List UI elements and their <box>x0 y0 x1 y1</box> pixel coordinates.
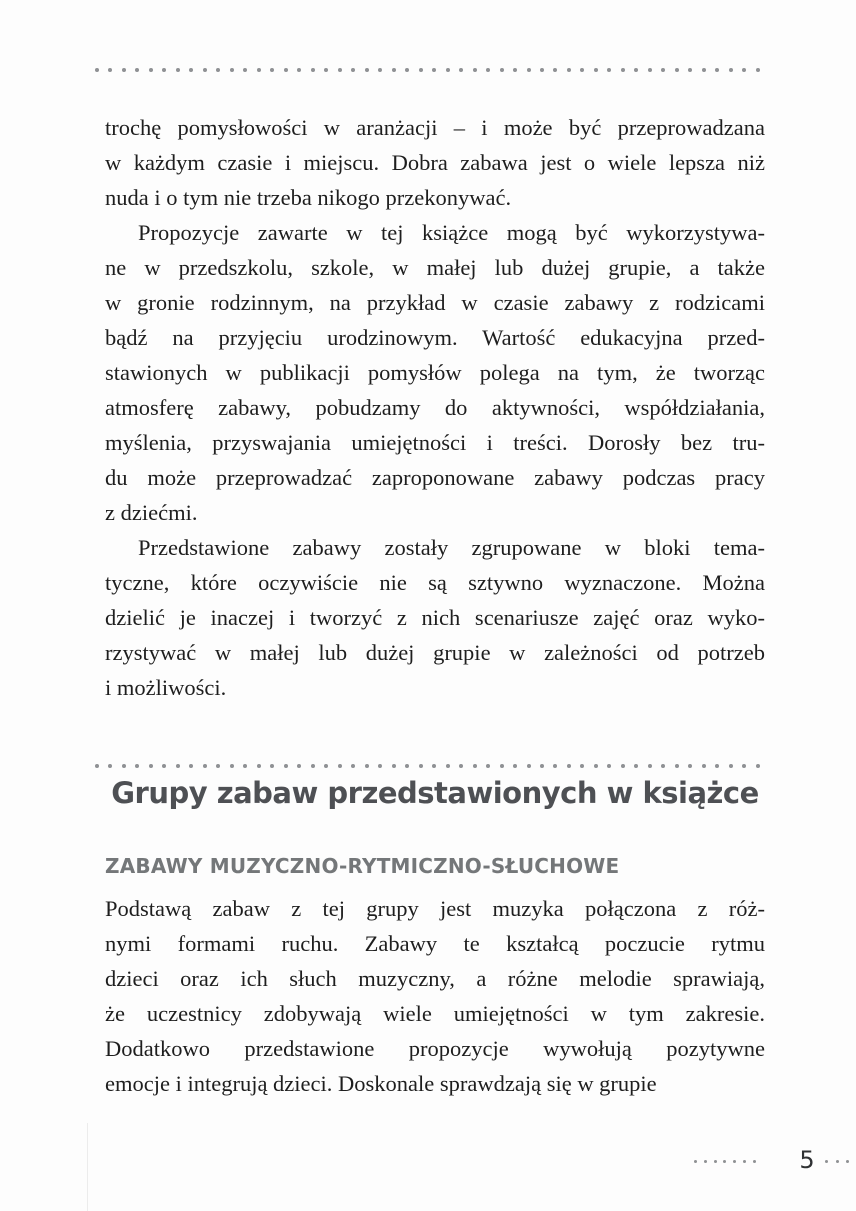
section-dotted-divider <box>95 764 760 768</box>
dot-icon <box>284 68 288 72</box>
text-line: w gronie rodzinnym, na przykład w czasie zabawy z rodzicami <box>105 290 765 315</box>
dot-icon <box>675 68 679 72</box>
dot-icon <box>527 764 531 768</box>
text-line: emocje i integrują dzieci. Doskonale sprawdzają się w grupie <box>105 1071 657 1096</box>
dot-icon <box>729 68 733 72</box>
dot-icon <box>500 68 504 72</box>
dot-icon <box>688 68 692 72</box>
dot-icon <box>203 68 207 72</box>
dot-icon <box>176 68 180 72</box>
dot-icon <box>729 764 733 768</box>
dot-icon <box>378 68 382 72</box>
dot-icon <box>351 764 355 768</box>
dot-icon <box>149 764 153 768</box>
dot-icon <box>836 1160 839 1163</box>
dot-icon <box>230 68 234 72</box>
dot-icon <box>419 764 423 768</box>
text-line: Podstawą zabaw z tej grupy jest muzyka połączona z róż- <box>105 896 765 921</box>
dot-icon <box>432 764 436 768</box>
intro-text <box>105 110 765 705</box>
dot-icon <box>473 764 477 768</box>
dot-icon <box>580 68 584 72</box>
top-dotted-divider <box>95 68 760 72</box>
dot-icon <box>486 764 490 768</box>
text-line: du może przeprowadzać zaproponowane zabawy podczas pracy <box>105 465 765 490</box>
section-text <box>105 891 765 1101</box>
dot-icon <box>419 68 423 72</box>
scan-edge-artifact <box>87 1123 88 1211</box>
dot-icon <box>621 764 625 768</box>
dot-icon <box>607 764 611 768</box>
text-line: z dziećmi. <box>105 500 198 525</box>
dot-icon <box>486 68 490 72</box>
text-line: Propozycje zawarte w tej książce mogą być wykorzystywa- <box>138 220 765 245</box>
dot-icon <box>365 764 369 768</box>
dot-icon <box>284 764 288 768</box>
dot-icon <box>567 68 571 72</box>
text-line: w każdym czasie i miejscu. Dobra zabawa jest o wiele lepsza niż <box>105 150 765 175</box>
dot-icon <box>243 764 247 768</box>
dot-icon <box>634 68 638 72</box>
text-line: atmosferę zabawy, pobudzamy do aktywności, współdziałania, <box>105 395 765 420</box>
dot-icon <box>149 68 153 72</box>
text-line: Przedstawione zabawy zostały zgrupowane w bloki tema- <box>138 535 765 560</box>
text-line: Dodatkowo przedstawione propozycje wywołują pozytywne <box>105 1036 765 1061</box>
dot-icon <box>446 68 450 72</box>
dot-icon <box>715 68 719 72</box>
dot-icon <box>553 764 557 768</box>
dot-icon <box>122 764 126 768</box>
dot-icon <box>715 764 719 768</box>
dot-icon <box>694 1160 697 1163</box>
text-line: ne w przedszkolu, szkole, w małej lub dużej grupie, a także <box>105 255 765 280</box>
dot-icon <box>742 68 746 72</box>
dot-icon <box>243 68 247 72</box>
dot-icon <box>702 68 706 72</box>
dot-icon <box>95 764 99 768</box>
dot-icon <box>446 764 450 768</box>
dot-icon <box>270 68 274 72</box>
dot-icon <box>527 68 531 72</box>
dot-icon <box>189 68 193 72</box>
dot-icon <box>338 764 342 768</box>
dot-icon <box>108 764 112 768</box>
dot-icon <box>675 764 679 768</box>
dot-icon <box>324 764 328 768</box>
dot-icon <box>459 68 463 72</box>
dot-icon <box>216 764 220 768</box>
dot-icon <box>432 68 436 72</box>
dot-icon <box>392 68 396 72</box>
dot-icon <box>459 764 463 768</box>
dot-icon <box>297 68 301 72</box>
dot-icon <box>648 764 652 768</box>
dot-icon <box>688 764 692 768</box>
section-subheading: ZABAWY MUZYCZNO-RYTMICZNO-SŁUCHOWE <box>105 854 620 878</box>
page-number: 5 <box>799 1146 815 1174</box>
text-line: trochę pomysłowości w aranżacji – i może być przeprowadzana <box>105 115 765 140</box>
dot-icon <box>661 68 665 72</box>
footer-dots-left <box>694 1160 756 1163</box>
dot-icon <box>825 1160 828 1163</box>
text-line: dzieci oraz ich słuch muzyczny, a różne melodie sprawiają, <box>105 966 765 991</box>
dot-icon <box>405 764 409 768</box>
dot-icon <box>846 1160 849 1163</box>
dot-icon <box>257 68 261 72</box>
dot-icon <box>723 1160 726 1163</box>
dot-icon <box>756 764 760 768</box>
dot-icon <box>108 68 112 72</box>
text-line: nymi formami ruchu. Zabawy te kształcą poczucie rytmu <box>105 931 765 956</box>
dot-icon <box>513 764 517 768</box>
dot-icon <box>473 68 477 72</box>
dot-icon <box>311 68 315 72</box>
dot-icon <box>257 764 261 768</box>
dot-icon <box>742 764 746 768</box>
dot-icon <box>338 68 342 72</box>
dot-icon <box>513 68 517 72</box>
text-line: dzielić je inaczej i tworzyć z nich scenariusze zajęć oraz wyko- <box>105 605 765 630</box>
dot-icon <box>405 68 409 72</box>
dot-icon <box>540 68 544 72</box>
dot-icon <box>594 68 598 72</box>
dot-icon <box>753 1160 756 1163</box>
dot-icon <box>756 68 760 72</box>
dot-icon <box>621 68 625 72</box>
dot-icon <box>176 764 180 768</box>
dot-icon <box>733 1160 736 1163</box>
dot-icon <box>714 1160 717 1163</box>
dot-icon <box>270 764 274 768</box>
text-line: bądź na przyjęciu urodzinowym. Wartość edukacyjna przed- <box>105 325 765 350</box>
dot-icon <box>378 764 382 768</box>
dot-icon <box>648 68 652 72</box>
text-line: myślenia, przyswajania umiejętności i treści. Dorosły bez tru- <box>105 430 765 455</box>
dot-icon <box>135 68 139 72</box>
dot-icon <box>702 764 706 768</box>
text-line: tyczne, które oczywiście nie są sztywno wyznaczone. Można <box>105 570 765 595</box>
dot-icon <box>500 764 504 768</box>
text-line: rzystywać w małej lub dużej grupie w zależności od potrzeb <box>105 640 765 665</box>
dot-icon <box>704 1160 707 1163</box>
dot-icon <box>122 68 126 72</box>
text-line: że uczestnicy zdobywają wiele umiejętności w tym zakresie. <box>105 1001 765 1026</box>
dot-icon <box>634 764 638 768</box>
dot-icon <box>189 764 193 768</box>
dot-icon <box>580 764 584 768</box>
dot-icon <box>324 68 328 72</box>
dot-icon <box>162 68 166 72</box>
footer-dots-right <box>825 1160 849 1163</box>
dot-icon <box>553 68 557 72</box>
dot-icon <box>203 764 207 768</box>
dot-icon <box>162 764 166 768</box>
dot-icon <box>567 764 571 768</box>
dot-icon <box>216 68 220 72</box>
dot-icon <box>743 1160 746 1163</box>
text-line: i możliwości. <box>105 675 227 700</box>
dot-icon <box>594 764 598 768</box>
dot-icon <box>95 68 99 72</box>
section-heading: Grupy zabaw przedstawionych w książce <box>111 776 759 810</box>
dot-icon <box>607 68 611 72</box>
dot-icon <box>311 764 315 768</box>
dot-icon <box>351 68 355 72</box>
dot-icon <box>661 764 665 768</box>
dot-icon <box>230 764 234 768</box>
dot-icon <box>392 764 396 768</box>
dot-icon <box>297 764 301 768</box>
dot-icon <box>365 68 369 72</box>
text-line: nuda i o tym nie trzeba nikogo przekonywać. <box>105 185 512 210</box>
dot-icon <box>540 764 544 768</box>
text-line: stawionych w publikacji pomysłów polega na tym, że tworząc <box>105 360 765 385</box>
dot-icon <box>135 764 139 768</box>
